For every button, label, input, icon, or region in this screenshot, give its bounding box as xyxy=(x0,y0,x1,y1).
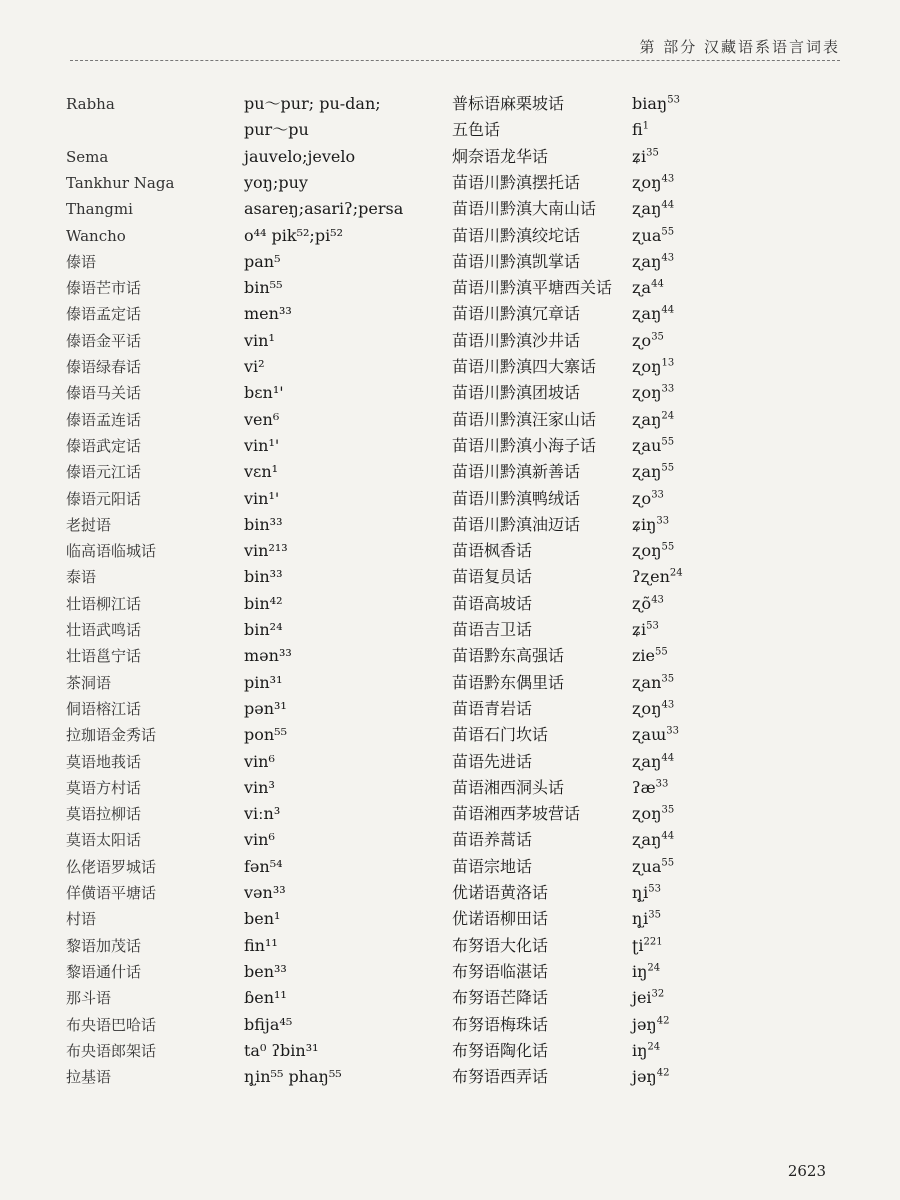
word-form: fən⁵⁴ xyxy=(244,856,283,876)
word-form-2-base: ʐua xyxy=(632,225,662,245)
language-name-2: 苗语青岩话 xyxy=(452,698,533,718)
language-name: 莫语拉柳话 xyxy=(66,805,142,824)
word-form: bin⁵⁵ xyxy=(244,278,283,298)
word-form: pin³¹ xyxy=(244,672,283,692)
language-name-2: 苗语枫香话 xyxy=(452,541,533,561)
tone-number: 44 xyxy=(651,278,664,290)
word-form-2-base: ʐaŋ xyxy=(632,751,662,771)
language-name-2: 苗语宗地话 xyxy=(452,856,533,876)
word-form-2-base: iŋ xyxy=(632,1040,648,1060)
word-form: asareŋ;asariʔ;persa xyxy=(244,199,404,219)
tone-number: 24 xyxy=(661,410,675,422)
word-form-2-base: ʐaŋ xyxy=(632,409,662,429)
language-name-2: 炯奈语龙华话 xyxy=(452,146,549,166)
word-form: ben³³ xyxy=(244,961,287,981)
language-name-2: 苗语川黔滇大南山话 xyxy=(452,199,597,219)
tone-number: 221 xyxy=(643,936,663,948)
language-name-2: 苗语川黔滇沙井话 xyxy=(452,330,581,350)
word-form-2-base: ʔʐen xyxy=(632,567,670,587)
tone-number: 35 xyxy=(648,909,661,921)
language-name: 傣语元阳话 xyxy=(66,489,142,508)
word-form-2-base: iŋ xyxy=(632,961,648,981)
word-form-2 xyxy=(632,357,674,377)
language-name-2: 苗语川黔滇新善话 xyxy=(452,462,581,482)
word-form: pən³¹ xyxy=(244,698,287,718)
word-form-2-base: ʐoŋ xyxy=(632,172,662,192)
language-name-2: 苗语黔东偶里话 xyxy=(452,672,565,692)
word-form: yoŋ;puy xyxy=(244,172,308,192)
tone-number: 42 xyxy=(656,1067,670,1079)
tone-number: 33 xyxy=(656,515,670,527)
tone-number: 43 xyxy=(661,173,675,185)
word-form-2-base: ʐaɯ xyxy=(632,725,667,745)
word-form-2 xyxy=(632,278,664,298)
language-name-2: 苗语川黔滇鸭绒话 xyxy=(452,488,581,508)
word-form-2 xyxy=(632,725,679,745)
word-form: bin⁴² xyxy=(244,593,283,613)
language-name: 莫语方村话 xyxy=(66,778,142,797)
word-form-2-base: ʈi xyxy=(632,935,644,955)
language-name: 壮语武鸣话 xyxy=(66,621,142,639)
tone-number: 1 xyxy=(642,120,650,132)
tone-number: 44 xyxy=(661,199,675,211)
language-name: 布央语巴哈话 xyxy=(66,1015,157,1034)
language-name: 傣语元江话 xyxy=(66,463,142,482)
language-name-2: 布努语陶化话 xyxy=(452,1040,549,1060)
word-form: ɳ̥in⁵⁵ phaŋ⁵⁵ xyxy=(244,1067,342,1087)
tone-number: 43 xyxy=(651,594,664,606)
word-form-2-base: ʐaŋ xyxy=(632,304,662,324)
tone-number: 44 xyxy=(661,752,675,764)
language-name-2: 苗语川黔滇冗章话 xyxy=(452,304,581,324)
language-name: 仫佬语罗城话 xyxy=(66,857,157,876)
tone-number: 33 xyxy=(655,778,669,790)
language-name-2: 苗语川黔滇团坡话 xyxy=(452,383,581,403)
tone-number: 43 xyxy=(661,252,675,264)
language-name-2: 苗语川黔滇四大寨话 xyxy=(452,357,597,376)
tone-number: 55 xyxy=(661,462,675,474)
word-form: vi² xyxy=(244,357,265,376)
word-form: pur～pu xyxy=(244,120,309,140)
word-form: ben¹ xyxy=(244,909,281,929)
word-form: ta⁰ ʔbin³¹ xyxy=(244,1040,319,1060)
word-form-2 xyxy=(632,410,674,430)
language-name-2: 苗语川黔滇小海子话 xyxy=(452,435,597,455)
word-form-2-base: ʐoŋ xyxy=(632,541,662,561)
word-form-2 xyxy=(632,988,664,1008)
word-form-2-base: ʑiŋ xyxy=(632,514,657,534)
language-name-2: 苗语先进话 xyxy=(452,751,533,771)
language-name: 傣语芒市话 xyxy=(66,279,142,298)
language-name-2: 苗语复员话 xyxy=(452,567,533,587)
language-name-2: 苗语川黔滇汪家山话 xyxy=(452,409,597,429)
word-form-2-base: ʐoŋ xyxy=(632,698,662,718)
language-name: 布央语郎架话 xyxy=(66,1041,157,1060)
language-name-2: 苗语湘西洞头话 xyxy=(452,777,565,797)
language-name-2: 苗语川黔滇凯掌话 xyxy=(452,251,581,271)
language-name-2: 苗语湘西茅坡营话 xyxy=(452,804,581,824)
language-name: 傣语武定话 xyxy=(66,436,142,455)
word-form-2-base: ʐoŋ xyxy=(632,804,662,824)
language-name: 傣语马关话 xyxy=(66,384,142,403)
word-form: men³³ xyxy=(244,304,292,324)
language-name-2: 普标语麻栗坡话 xyxy=(452,94,565,113)
language-name: 傣语孟连话 xyxy=(66,410,142,429)
tone-number: 55 xyxy=(661,436,675,448)
tone-number: 35 xyxy=(651,331,664,343)
tone-number: 35 xyxy=(661,673,675,685)
word-form-2 xyxy=(632,94,680,114)
tone-number: 55 xyxy=(661,226,675,238)
language-name: Thangmi xyxy=(66,200,133,219)
language-name: Wancho xyxy=(66,226,126,245)
word-form-2-base: ʐaŋ xyxy=(632,462,662,482)
word-form-2-base: ʐo xyxy=(632,330,652,350)
word-form-2-base: ɳ̥i xyxy=(632,909,649,929)
language-name: 莫语太阳话 xyxy=(66,831,142,850)
language-name: 侗语榕江话 xyxy=(66,699,142,718)
language-name: 黎语加茂话 xyxy=(66,936,142,955)
word-form-2 xyxy=(632,462,674,482)
tone-number: 53 xyxy=(667,94,680,106)
word-form: fin¹¹ xyxy=(244,935,278,955)
page-header: 第 部分 汉藏语系语言词表 xyxy=(639,38,840,56)
word-form-2 xyxy=(632,147,659,167)
word-form: bin³³ xyxy=(244,567,283,587)
word-form-2 xyxy=(632,120,649,140)
word-form: viːn³ xyxy=(244,804,281,824)
tone-number: 53 xyxy=(648,883,661,895)
language-name: 拉珈语金秀话 xyxy=(66,726,157,745)
language-name-2: 布努语梅珠话 xyxy=(452,1014,549,1034)
language-name: 那斗语 xyxy=(66,989,112,1008)
language-name-2: 苗语川黔滇油迈话 xyxy=(452,514,581,534)
word-form-2 xyxy=(632,541,674,561)
word-form: ven⁶ xyxy=(244,409,280,429)
word-form: vɛn¹ xyxy=(244,462,279,482)
language-name: 壮语邕宁话 xyxy=(66,647,142,666)
word-form: vin⁶ xyxy=(244,751,275,771)
word-form-2-base: biaŋ xyxy=(632,94,668,113)
language-name-2: 苗语石门坎话 xyxy=(452,725,549,745)
tone-number: 35 xyxy=(661,804,675,816)
language-name: 傣语 xyxy=(66,252,97,271)
word-form-2 xyxy=(632,199,674,219)
word-form-2 xyxy=(632,936,663,956)
word-form-2 xyxy=(632,489,664,509)
page-number: 2623 xyxy=(787,1162,826,1180)
word-form: pon⁵⁵ xyxy=(244,725,288,745)
word-form-2-base: ʐaŋ xyxy=(632,251,662,271)
language-name: 傣语绿春话 xyxy=(66,358,142,376)
language-name-2: 苗语高坡话 xyxy=(452,593,533,613)
word-form-2-base: zie xyxy=(632,646,656,666)
language-name: 莫语地莪话 xyxy=(66,752,142,771)
language-name: 村语 xyxy=(66,910,97,929)
word-form-2-base: ʐõ xyxy=(632,593,652,613)
tone-number: 24 xyxy=(647,962,661,974)
language-name: 傣语金平话 xyxy=(66,331,142,350)
word-form: vin²¹³ xyxy=(244,541,288,561)
word-form: vən³³ xyxy=(244,883,286,902)
language-name: 傣语孟定话 xyxy=(66,305,142,324)
word-form-2 xyxy=(632,1015,669,1035)
word-form-2-base: ʐoŋ xyxy=(632,357,662,376)
word-form-2-base: jəŋ xyxy=(632,1067,657,1087)
word-form-2-base: ʐa xyxy=(632,278,652,298)
word-form-2 xyxy=(632,883,661,903)
word-form-2-base: ʐo xyxy=(632,488,652,508)
language-name-2: 布努语西弄话 xyxy=(452,1067,549,1087)
tone-number: 32 xyxy=(651,988,665,1000)
word-form-2 xyxy=(632,1067,669,1087)
word-form-2 xyxy=(632,383,674,403)
word-form: bfija⁴⁵ xyxy=(244,1014,293,1034)
word-form: o⁴⁴ pik⁵²;pi⁵² xyxy=(244,225,344,245)
language-name: 泰语 xyxy=(66,568,97,587)
word-form-2 xyxy=(632,752,674,772)
language-name-2: 苗语黔东高强话 xyxy=(452,646,565,666)
language-name-2: 布努语芒降话 xyxy=(452,988,549,1008)
word-form-2 xyxy=(632,1041,660,1061)
word-form-2-base: ʑi xyxy=(632,620,647,639)
word-form: vin⁶ xyxy=(244,830,275,850)
word-form-2 xyxy=(632,567,683,587)
language-name: Tankhur Naga xyxy=(66,173,175,192)
language-name: 拉基语 xyxy=(66,1068,112,1087)
word-form: pu～pur; pu-dan; xyxy=(244,94,381,113)
language-name: 茶洞语 xyxy=(66,673,112,692)
language-name-2: 布努语大化话 xyxy=(452,935,549,955)
tone-number: 13 xyxy=(661,357,675,369)
language-name-2: 苗语吉卫话 xyxy=(452,620,533,639)
word-form-2-base: ɳ̥i xyxy=(632,883,649,902)
tone-number: 35 xyxy=(646,147,659,159)
word-form-2-base: fi xyxy=(632,120,643,140)
language-name: 佯僙语平塘话 xyxy=(66,884,157,902)
word-form-2 xyxy=(632,804,674,824)
tone-number: 55 xyxy=(661,857,675,869)
language-name-2: 苗语川黔滇摆托话 xyxy=(452,172,581,192)
word-form-2 xyxy=(632,962,660,982)
word-form-2-base: ʐaŋ xyxy=(632,830,662,850)
language-name: Sema xyxy=(66,147,109,166)
word-form-2-base: jəŋ xyxy=(632,1014,657,1034)
language-name-2: 苗语川黔滇绞坨话 xyxy=(452,225,581,245)
tone-number: 42 xyxy=(656,1015,670,1027)
word-form-2 xyxy=(632,830,674,850)
word-form-2 xyxy=(632,909,661,929)
language-name: 黎语通什话 xyxy=(66,962,142,981)
word-form-2 xyxy=(632,436,674,456)
word-form-2-base: ʐua xyxy=(632,856,662,876)
tone-number: 53 xyxy=(646,620,659,632)
tone-number: 43 xyxy=(661,699,675,711)
word-form-2 xyxy=(632,515,669,535)
word-form-2 xyxy=(632,673,674,693)
word-form-2 xyxy=(632,226,674,246)
word-form: pan⁵ xyxy=(244,251,281,271)
word-form-2-base: ʐan xyxy=(632,672,662,692)
language-name-2: 优诺语柳田话 xyxy=(452,909,549,929)
word-form-2-base: ʔæ xyxy=(632,777,656,797)
word-form-2-base: ʐau xyxy=(632,435,662,455)
word-form-2 xyxy=(632,304,674,324)
language-name: 临高语临城话 xyxy=(66,542,157,561)
word-form-2-base: ʑi xyxy=(632,146,647,166)
word-form: vin¹ xyxy=(244,330,275,350)
word-form: vin¹' xyxy=(244,488,280,508)
tone-number: 24 xyxy=(669,568,683,580)
word-form-2 xyxy=(632,857,674,877)
word-form-2-base: ʐoŋ xyxy=(632,383,662,403)
word-form: jauvelo;jevelo xyxy=(244,146,356,166)
language-name: Rabha xyxy=(66,95,115,113)
tone-number: 33 xyxy=(651,489,664,501)
word-form: bin³³ xyxy=(244,514,283,534)
word-form: bin²⁴ xyxy=(244,620,283,639)
tone-number: 55 xyxy=(661,541,675,553)
word-form-2 xyxy=(632,252,674,272)
language-name: 老挝语 xyxy=(66,515,112,534)
word-form: vin³ xyxy=(244,777,275,797)
word-form-2 xyxy=(632,778,668,798)
language-name-2: 苗语养蒿话 xyxy=(452,830,533,850)
word-form: mən³³ xyxy=(244,646,292,666)
language-name-2: 五色话 xyxy=(452,120,501,140)
language-name: 壮语柳江话 xyxy=(66,594,142,613)
word-form-2 xyxy=(632,594,664,614)
language-name-2: 优诺语黄洛话 xyxy=(452,883,549,902)
word-form-2 xyxy=(632,331,664,351)
tone-number: 33 xyxy=(666,725,679,737)
tone-number: 33 xyxy=(661,383,675,395)
word-form-2 xyxy=(632,699,674,719)
language-name-2: 苗语川黔滇平塘西关话 xyxy=(452,278,613,298)
word-form: bɛn¹' xyxy=(244,383,284,403)
word-form-2-base: jei xyxy=(632,988,652,1008)
language-name-2: 布努语临湛话 xyxy=(452,961,549,981)
word-form-2-base: ʐaŋ xyxy=(632,199,662,219)
tone-number: 44 xyxy=(661,831,675,843)
word-form-2 xyxy=(632,620,659,640)
tone-number: 44 xyxy=(661,305,675,317)
word-form: ɓen¹¹ xyxy=(244,988,287,1008)
word-form: vin¹' xyxy=(244,435,280,455)
tone-number: 55 xyxy=(655,646,668,658)
word-form-2 xyxy=(632,646,668,666)
tone-number: 24 xyxy=(647,1041,661,1053)
word-form-2 xyxy=(632,173,674,193)
